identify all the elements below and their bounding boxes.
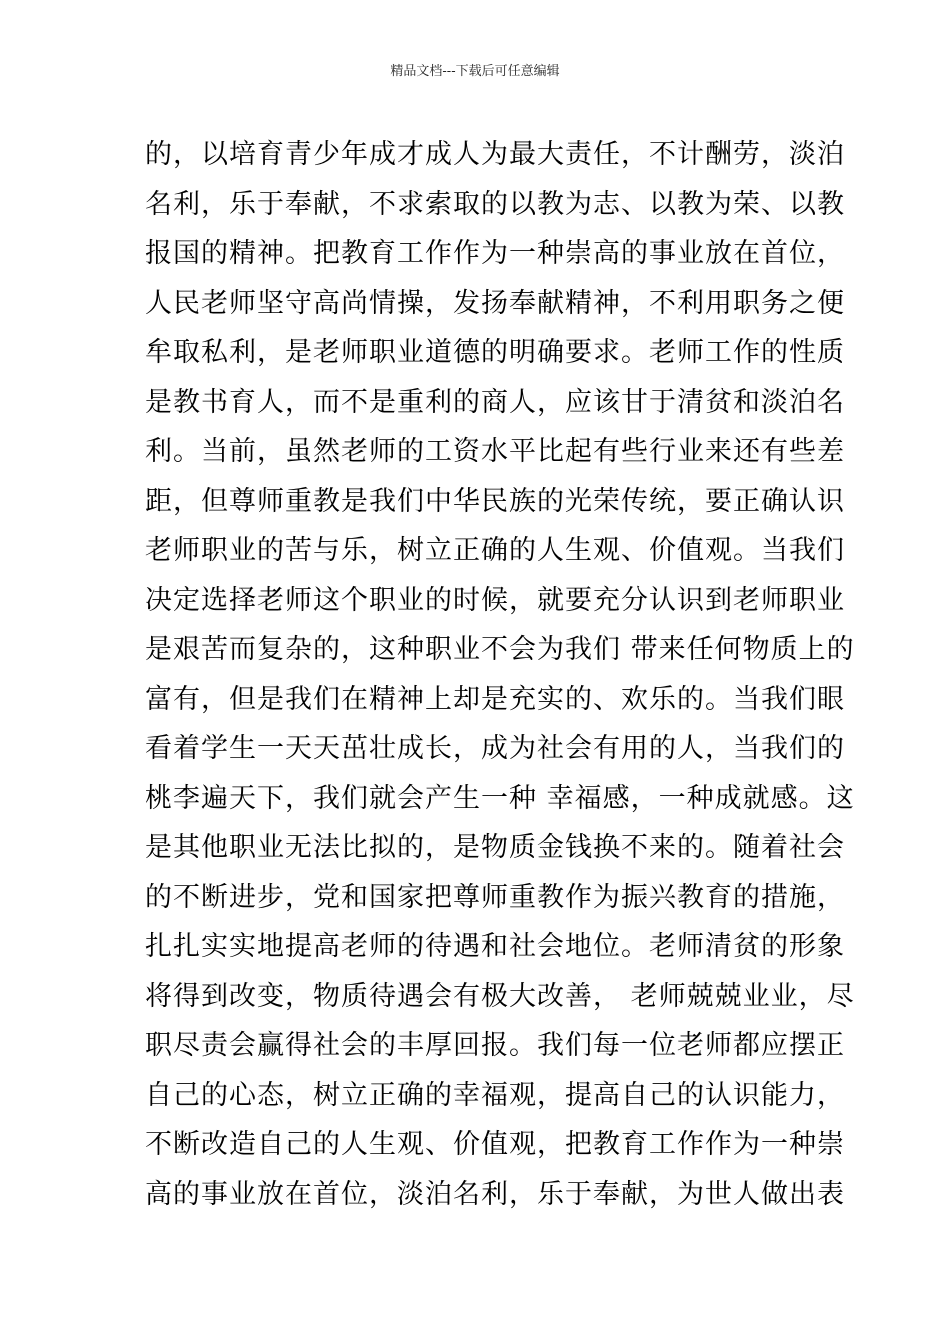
text-line: 人民老师坚守高尚情操，发扬奉献精神，不利用职务之便 [145, 287, 845, 319]
text-line: 富有，但是我们在精神上却是充实的、欢乐的。当我们眼 [145, 683, 845, 715]
text-line: 利。当前，虽然老师的工资水平比起有些行业来还有些差 [145, 436, 845, 467]
page-header: 精品文档---下载后可任意编辑 [390, 64, 560, 79]
text-line: 的不断进步，党和国家把尊师重教作为振兴教育的措施， [145, 881, 845, 913]
text-line: 牟取私利，是老师职业道德的明确要求。老师工作的性质 [145, 337, 845, 368]
text-line: 看着学生一天天茁壮成长，成为社会有用的人，当我们的 [145, 733, 845, 764]
text-line: 将得到改变，物质待遇会有极大改善， 老师兢兢业业，尽 [145, 980, 855, 1012]
text-line: 不断改造自己的人生观、价值观，把教育工作作为一种崇 [145, 1129, 845, 1160]
text-line: 是艰苦而复杂的，这种职业不会为我们 带来任何物质上的 [145, 634, 855, 665]
text-line: 高的事业放在首位，淡泊名利，乐于奉献，为世人做出表 [145, 1178, 845, 1210]
text-line: 距，但尊师重教是我们中华民族的光荣传统，要正确认识 [145, 485, 845, 517]
text-line: 职尽责会赢得社会的丰厚回报。我们每一位老师都应摆正 [145, 1030, 845, 1061]
document-body [145, 130, 855, 1219]
text-line: 是教书育人，而不是重利的商人，应该甘于清贫和淡泊名 [145, 386, 845, 418]
text-line: 的，以培育青少年成才成人为最大责任，不计酬劳，淡泊 [145, 139, 845, 170]
text-line: 桃李遍天下，我们就会产生一种 幸福感，一种成就感。这 [145, 782, 855, 814]
text-line: 老师职业的苦与乐，树立正确的人生观、价值观。当我们 [145, 535, 845, 566]
text-line: 决定选择老师这个职业的时候，就要充分认识到老师职业 [145, 584, 845, 616]
text-line: 是其他职业无法比拟的，是物质金钱换不来的。随着社会 [145, 832, 845, 863]
text-line: 自己的心态，树立正确的幸福观，提高自己的认识能力， [145, 1079, 845, 1111]
text-line: 扎扎实实地提高老师的待遇和社会地位。老师清贫的形象 [145, 931, 845, 962]
text-line: 名利，乐于奉献，不求索取的以教为志、以教为荣、以教 [145, 188, 845, 220]
text-line: 报国的精神。把教育工作作为一种崇高的事业放在首位， [145, 238, 845, 269]
